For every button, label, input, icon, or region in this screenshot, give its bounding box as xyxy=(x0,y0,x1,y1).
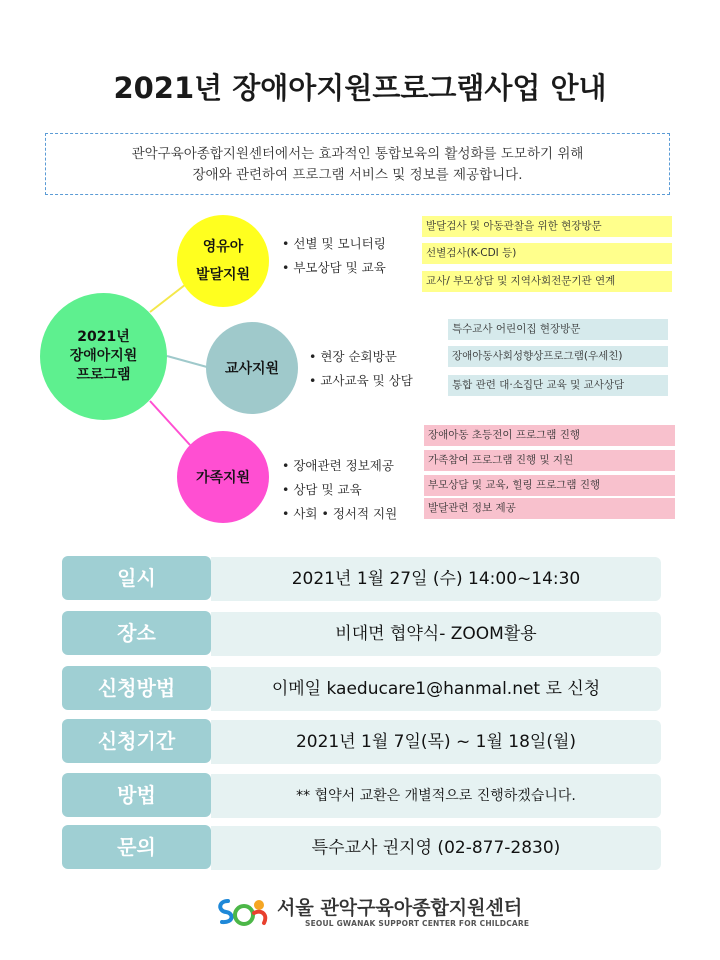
bullet-item: • 현장 순회방문 xyxy=(309,349,397,364)
branch-node-development xyxy=(177,215,269,307)
detail-item: 통합 관련 대·소집단 교육 및 교사상담 xyxy=(448,375,668,396)
info-value-apply-method: 이메일 kaeducare1@hanmal.net 로 신청 xyxy=(211,667,661,711)
branch-title: 가족지원 xyxy=(195,470,251,486)
bullet-item: • 선별 및 모니터링 xyxy=(282,236,386,251)
page-title: 2021년 장애아지원프로그램사업 안내 xyxy=(113,71,607,105)
branch-bullets-development xyxy=(282,232,386,280)
detail-item: 부모상담 및 교육, 힐링 프로그램 진행 xyxy=(424,475,675,496)
detail-item: 교사/ 부모상담 및 지역사회전문기관 연계 xyxy=(422,271,672,292)
branch-bullets-family xyxy=(282,454,397,526)
detail-item: 장애아동 초등전이 프로그램 진행 xyxy=(424,425,675,446)
info-value-place: 비대면 협약식- ZOOM활용 xyxy=(211,612,661,656)
intro-line: 관악구육아종합지원센터에서는 효과적인 통합보육의 활성화를 도모하기 위해 xyxy=(131,146,584,162)
branch-title: 교사지원 xyxy=(224,361,280,377)
detail-item: 발달관련 정보 제공 xyxy=(424,498,675,519)
bullet-item: • 교사교육 및 상담 xyxy=(309,373,413,388)
info-label-contact: 문의 xyxy=(62,825,211,869)
center-node xyxy=(40,293,167,420)
bullet-item: • 사회 • 정서적 지원 xyxy=(282,506,398,521)
info-value-apply-period: 2021년 1월 7일(목) ~ 1월 18일(월) xyxy=(211,720,661,764)
footer-org-name: 서울 관악구육아종합지원센터 xyxy=(277,897,523,919)
info-label-method: 방법 xyxy=(62,773,211,817)
detail-item: 가족참여 프로그램 진행 및 지원 xyxy=(424,450,675,471)
info-value-datetime: 2021년 1월 27일 (수) 14:00~14:30 xyxy=(211,557,661,601)
detail-item: 특수교사 어린이집 현장방문 xyxy=(448,319,668,340)
center-node-label: 장애아지원 xyxy=(69,348,138,364)
info-label-place: 장소 xyxy=(62,611,211,655)
info-label-datetime: 일시 xyxy=(62,556,211,600)
detail-item: 선별검사(K-CDI 등) xyxy=(422,243,672,264)
branch-bullets-teacher xyxy=(309,345,413,393)
center-node-label: 프로그램 xyxy=(76,367,131,383)
info-value-contact: 특수교사 권지영 (02-877-2830) xyxy=(211,826,661,870)
info-value-method: ** 협약서 교환은 개별적으로 진행하겠습니다. xyxy=(211,774,661,818)
info-label-apply-method: 신청방법 xyxy=(62,666,211,710)
bullet-item: • 부모상담 및 교육 xyxy=(282,260,386,275)
bullet-item: • 장애관련 정보제공 xyxy=(282,458,394,473)
branch-title: 발달지원 xyxy=(195,267,251,283)
connector-line-2 xyxy=(167,356,207,367)
detail-item: 장애아동사회성향상프로그램(우세친) xyxy=(448,346,668,367)
info-label-apply-period: 신청기간 xyxy=(62,719,211,763)
footer-org-subtitle: SEOUL GWANAK SUPPORT CENTER FOR CHILDCARE xyxy=(305,919,530,928)
branch-title: 영유아 xyxy=(202,239,244,255)
detail-item: 발달검사 및 아동관찰을 위한 현장방문 xyxy=(422,216,672,237)
branch-node-teacher xyxy=(206,322,298,414)
branch-node-family xyxy=(177,431,269,523)
bullet-item: • 상담 및 교육 xyxy=(282,482,362,497)
center-logo-icon xyxy=(214,893,272,929)
intro-line: 장애와 관련하여 프로그램 서비스 및 정보를 제공합니다. xyxy=(192,167,523,183)
connector-line-3 xyxy=(150,401,190,445)
center-node-label: 2021년 xyxy=(77,329,130,345)
